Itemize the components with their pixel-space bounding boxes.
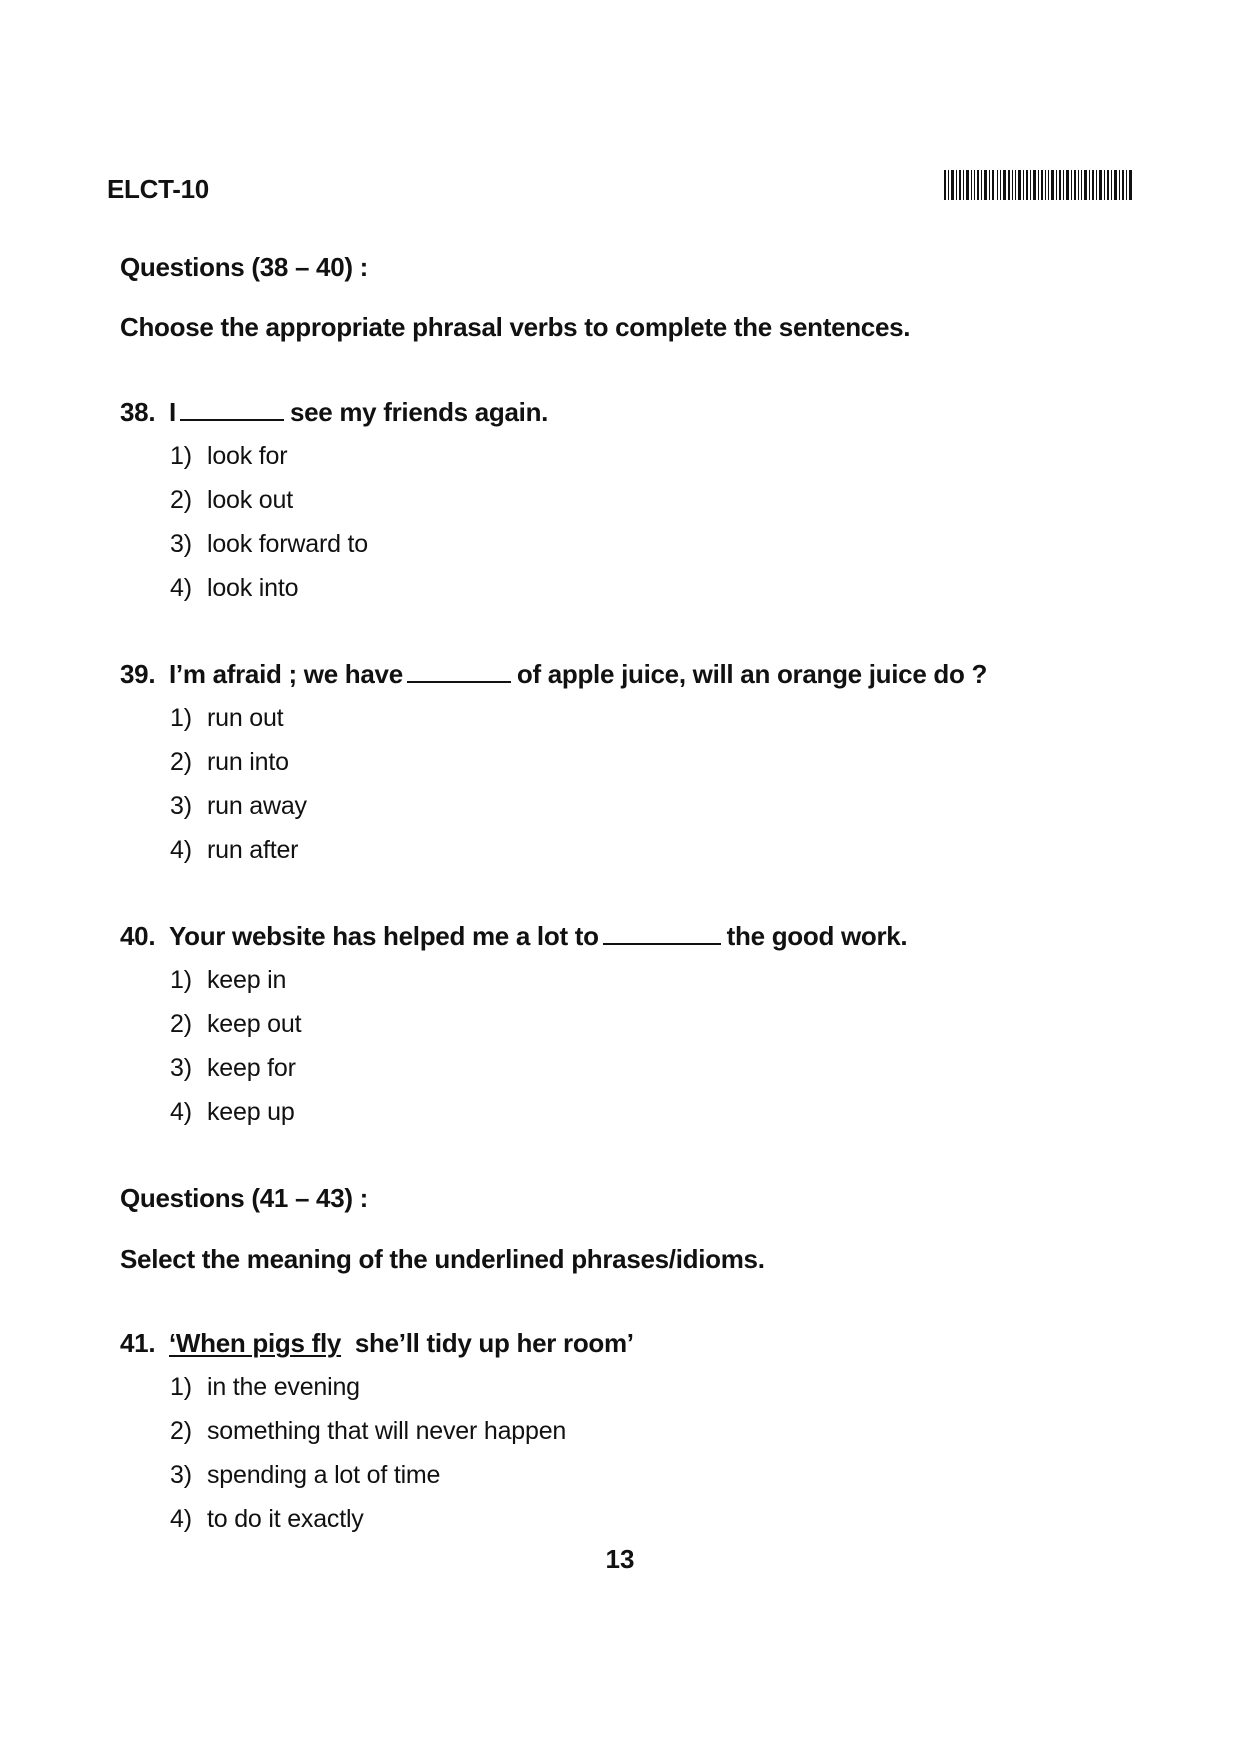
option-item [170,441,368,485]
option-number: 4) [170,1505,192,1533]
question-text-after: she’ll tidy up her room’ [354,1328,634,1358]
option-item [170,485,368,529]
options-list [170,703,307,879]
option-item [170,1460,566,1504]
question-number: 40. [120,921,156,951]
question-text-before: Your website has helped me a lot to [169,921,599,951]
section-title: Questions (38 – 40) : [120,252,369,282]
section-instruction: Select the meaning of the underlined phrases/idioms. [120,1244,765,1274]
option-number: 4) [170,836,192,864]
option-item [170,1097,301,1141]
options-list [170,441,368,617]
option-number: 3) [170,1461,192,1489]
option-number: 4) [170,574,192,602]
option-item [170,1416,566,1460]
option-text: to do it exactly [207,1505,364,1533]
question-text-after: of apple juice, will an orange juice do ? [516,659,988,689]
option-number: 2) [170,1010,192,1038]
option-text: keep up [207,1098,295,1126]
option-item [170,529,368,573]
option-number: 2) [170,486,192,514]
option-text: in the evening [207,1373,360,1401]
question-number: 41. [120,1328,156,1358]
option-text: keep in [207,966,287,994]
question-number: 38. [120,397,156,427]
option-item [170,1053,301,1097]
option-item [170,1009,301,1053]
option-number: 1) [170,1373,192,1401]
question-40 [120,921,907,952]
page-number: 13 [605,1544,635,1574]
option-text: run out [207,704,284,732]
barcode-icon [944,170,1132,200]
question-text-before: I [169,397,176,427]
option-text: keep for [207,1054,296,1082]
options-list [170,1372,566,1548]
answer-blank [407,661,511,683]
question-41 [120,1328,634,1359]
option-text: spending a lot of time [207,1461,441,1489]
option-item [170,1372,566,1416]
option-number: 3) [170,1054,192,1082]
underlined-idiom: ‘When pigs fly [169,1328,342,1358]
option-number: 2) [170,1417,192,1445]
question-number: 39. [120,659,156,689]
section-title: Questions (41 – 43) : [120,1183,369,1213]
answer-blank [180,399,284,421]
option-item [170,835,307,879]
question-text-before: I’m afraid ; we have [169,659,403,689]
paper-code: ELCT-10 [107,174,209,204]
answer-blank [603,923,721,945]
question-text-after: see my friends again. [289,397,549,427]
option-text: run away [207,792,307,820]
section-instruction: Choose the appropriate phrasal verbs to complete the sentences. [120,312,911,342]
options-list [170,965,301,1141]
option-item [170,1504,566,1548]
option-number: 2) [170,748,192,776]
option-number: 1) [170,442,192,470]
question-39 [120,659,987,690]
option-item [170,573,368,617]
option-number: 3) [170,530,192,558]
option-text: look for [207,442,288,470]
option-item [170,703,307,747]
option-number: 3) [170,792,192,820]
option-text: something that will never happen [207,1417,567,1445]
option-text: keep out [207,1010,302,1038]
option-text: run into [207,748,289,776]
option-item [170,965,301,1009]
question-38 [120,397,548,428]
option-text: look forward to [207,530,368,558]
option-text: look out [207,486,293,514]
option-text: run after [207,836,299,864]
option-item [170,791,307,835]
option-number: 4) [170,1098,192,1126]
option-number: 1) [170,966,192,994]
option-number: 1) [170,704,192,732]
question-text-after: the good work. [726,921,908,951]
option-text: look into [207,574,299,602]
option-item [170,747,307,791]
